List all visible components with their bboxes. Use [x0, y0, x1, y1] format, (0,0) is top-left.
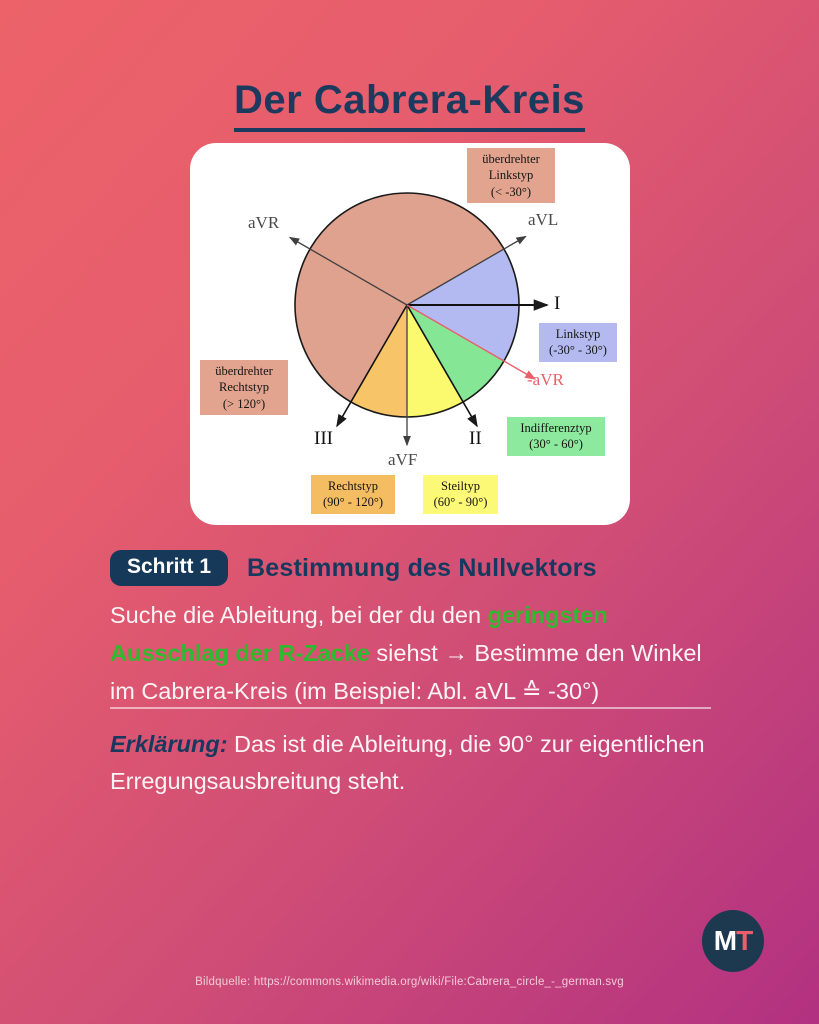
avl-axis-label: aVL: [528, 210, 559, 229]
neg-avr-label: -aVR: [527, 370, 564, 389]
zone-range: (60° - 90°): [433, 495, 488, 510]
zone-box-ueberdrehter-linkstyp: [467, 148, 555, 203]
zone-range: (90° - 120°): [323, 495, 383, 510]
zone-title: überdrehter Linkstyp: [482, 152, 540, 183]
lead-i-label: I: [554, 293, 561, 314]
lead-ii-label: II: [469, 428, 482, 449]
zone-box-indifferenztyp: [507, 417, 605, 456]
step-badge: Schritt 1: [110, 550, 228, 586]
body-highlight: geringsten Ausschlag der R-Zacke: [110, 602, 608, 666]
zone-range: (< -30°): [490, 184, 532, 199]
avr-axis-label: aVR: [248, 213, 280, 232]
step-heading: Bestimmung des Nullvektors: [247, 553, 597, 582]
zone-box-linkstyp: [539, 323, 617, 362]
zone-title: Steiltyp: [441, 479, 480, 493]
zone-title: Linkstyp: [555, 327, 601, 341]
explanation-text: [110, 726, 722, 800]
zone-box-rechtstyp: [311, 475, 395, 514]
step-body-text: [110, 596, 722, 710]
zone-title: Rechtstyp: [328, 479, 378, 493]
zone-range: (30° - 60°): [529, 437, 583, 452]
cabrera-circle-card: [190, 143, 630, 525]
zone-box-steiltyp: [423, 475, 498, 514]
zone-title: Indifferenztyp: [520, 421, 592, 435]
zone-title: überdrehter Rechtstyp: [215, 364, 273, 395]
image-source-credit: Bildquelle: https://commons.wikimedia.org/wiki/File:Cabrera_circle_-_german.svg: [195, 976, 624, 988]
logo-letter-m: M: [713, 925, 737, 956]
lead-iii-label: III: [314, 428, 333, 449]
body-pre: Suche die Ableitung, bei der du den: [110, 602, 488, 628]
zone-range: (> 120°): [222, 396, 266, 411]
section-divider: [110, 707, 711, 709]
explanation-body: Das ist die Ableitung, die 90° zur eigentlichen Erregungsausbreitung steht.: [110, 731, 705, 794]
explanation-label: Erklärung:: [110, 731, 228, 757]
zone-box-ueberdrehter-rechtstyp: [200, 360, 288, 415]
logo-letter-t: T: [736, 925, 753, 956]
body-post: siehst → Bestimme den Winkel im Cabrera-Kreis (im Beispiel: Abl. aVL ≙ -30°): [110, 640, 702, 704]
step-row: [110, 550, 597, 586]
mt-logo: [702, 910, 764, 972]
zone-range: (-30° - 30°): [549, 343, 607, 358]
avf-axis-label: aVF: [388, 450, 418, 469]
page-title: Der Cabrera-Kreis: [0, 78, 819, 132]
